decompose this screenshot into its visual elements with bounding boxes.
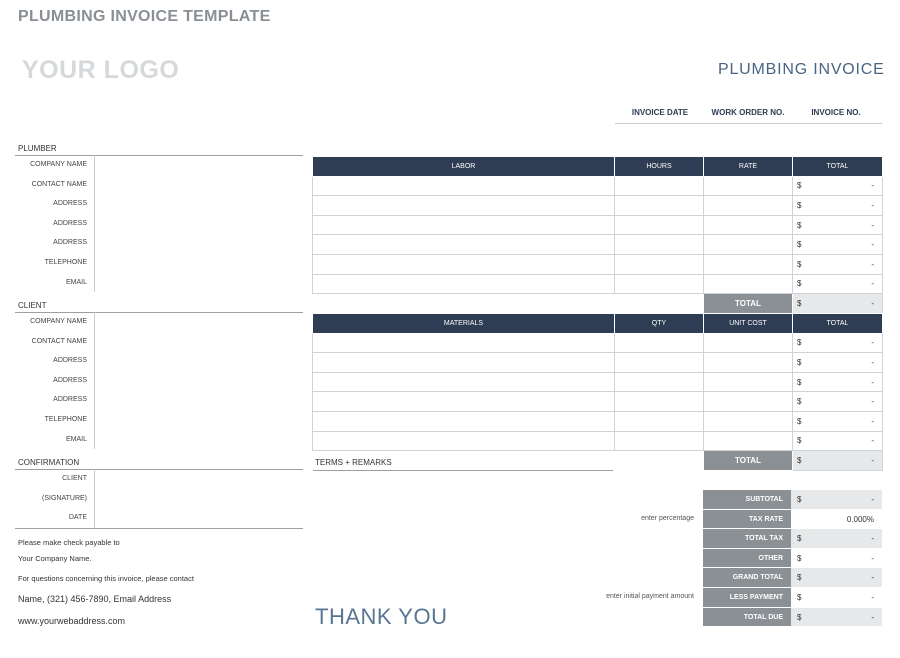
labor-cell[interactable] (615, 176, 704, 196)
plumber-field-label: CONTACT NAME (31, 180, 87, 188)
labor-cell[interactable] (313, 215, 615, 235)
labor-cell[interactable] (704, 235, 793, 255)
materials-row-total (793, 392, 883, 412)
labor-total-row (313, 294, 883, 314)
currency-symbol: $ (797, 553, 802, 563)
currency-symbol: $ (797, 181, 802, 191)
summary-value-cell[interactable] (791, 490, 882, 510)
plumber-field-label: COMPANY NAME (30, 161, 87, 168)
materials-cell[interactable] (704, 431, 793, 451)
labor-cell[interactable] (704, 254, 793, 274)
work-order-label: WORK ORDER NO. (711, 108, 785, 117)
materials-row-total-value: - (871, 338, 874, 348)
terms-underline (313, 470, 613, 471)
client-field-label: COMPANY NAME (30, 318, 87, 325)
currency-symbol: $ (797, 357, 802, 367)
client-field-label: ADDRESS (53, 376, 87, 384)
website: www.yourwebaddress.com (18, 616, 126, 626)
materials-cell[interactable] (704, 411, 793, 431)
plumber-field-input[interactable] (94, 175, 303, 195)
currency-symbol: $ (797, 455, 802, 465)
materials-row (313, 411, 883, 431)
currency-symbol: $ (797, 200, 802, 210)
labor-total-value-cell (793, 294, 883, 314)
confirmation-field-label: DATE (68, 514, 87, 522)
summary-value-cell[interactable] (791, 510, 882, 530)
plumber-field-input[interactable] (94, 253, 303, 273)
currency-symbol: $ (797, 573, 802, 583)
summary-value: - (871, 593, 874, 602)
logo-placeholder: YOUR LOGO (22, 56, 180, 84)
confirmation-field-label: (SIGNATURE) (42, 494, 87, 502)
materials-row (313, 372, 883, 392)
terms-remarks-label: TERMS + REMARKS (315, 458, 392, 467)
materials-row-total-value: - (871, 397, 874, 407)
currency-symbol: $ (797, 279, 802, 289)
labor-row-total-value: - (871, 181, 874, 191)
materials-total-value: - (871, 455, 874, 465)
materials-row-total (793, 353, 883, 373)
confirmation-field-label: CLIENT (62, 475, 87, 482)
client-field-label: TELEPHONE (44, 416, 87, 423)
qty-column-header: QTY (615, 314, 704, 334)
labor-row (313, 215, 883, 235)
materials-cell[interactable] (615, 372, 704, 392)
client-field-input[interactable] (94, 390, 303, 410)
labor-row-total (793, 274, 883, 294)
client-field-input[interactable] (94, 351, 303, 371)
materials-cell[interactable] (615, 411, 704, 431)
summary-value-cell[interactable] (791, 549, 882, 569)
invoice-title: PLUMBING INVOICE (718, 61, 885, 78)
currency-symbol: $ (797, 240, 802, 250)
labor-cell[interactable] (704, 274, 793, 294)
plumber-field-input[interactable] (94, 194, 303, 214)
labor-cell[interactable] (615, 215, 704, 235)
summary-value-cell[interactable] (791, 529, 882, 549)
spacer (615, 451, 704, 471)
materials-total-column-header: TOTAL (793, 314, 883, 334)
currency-symbol: $ (797, 377, 802, 387)
labor-row-total-value: - (871, 200, 874, 210)
labor-cell[interactable] (615, 254, 704, 274)
materials-cell[interactable] (313, 431, 615, 451)
materials-cell[interactable] (313, 392, 615, 412)
plumber-field-input[interactable] (94, 233, 303, 253)
plumber-field-label: ADDRESS (53, 239, 87, 247)
client-field-input[interactable] (94, 371, 303, 391)
materials-cell[interactable] (704, 392, 793, 412)
confirmation-field-input[interactable] (94, 469, 303, 489)
plumber-field-input[interactable] (94, 214, 303, 234)
currency-symbol: $ (797, 220, 802, 230)
labor-cell[interactable] (313, 274, 615, 294)
labor-row-total (793, 215, 883, 235)
client-field-input[interactable] (94, 430, 303, 450)
materials-total-label: TOTAL (704, 451, 793, 471)
currency-symbol: $ (797, 259, 802, 269)
labor-column-header: LABOR (313, 157, 615, 177)
materials-cell[interactable] (313, 333, 615, 353)
summary-hint: enter initial payment amount (606, 593, 694, 600)
client-field-label: EMAIL (65, 435, 87, 443)
confirmation-heading: CONFIRMATION (18, 458, 80, 467)
currency-symbol: $ (797, 612, 802, 622)
currency-symbol: $ (797, 436, 802, 446)
labor-cell[interactable] (615, 274, 704, 294)
currency-symbol: $ (797, 495, 802, 504)
labor-total-label: TOTAL (704, 294, 793, 314)
summary-label: OTHER (703, 549, 791, 569)
materials-cell[interactable] (704, 353, 793, 373)
currency-symbol: $ (797, 416, 802, 426)
currency-symbol: $ (797, 534, 802, 544)
materials-cell[interactable] (704, 372, 793, 392)
contact-info: Name, (321) 456-7890, Email Address (18, 594, 172, 604)
invoice-number-label: INVOICE NO. (811, 108, 861, 117)
materials-row-total-value: - (871, 436, 874, 446)
summary-value-cell[interactable] (791, 608, 882, 628)
labor-row-total-value: - (871, 259, 874, 269)
confirmation-bottom-line (15, 528, 303, 529)
materials-cell[interactable] (615, 431, 704, 451)
unit-cost-column-header: UNIT COST (704, 314, 793, 334)
materials-row-total (793, 333, 883, 353)
summary-value: 0.000% (846, 514, 874, 524)
materials-row-total-value: - (871, 357, 874, 367)
materials-cell[interactable] (313, 353, 615, 373)
hours-column-header: HOURS (615, 157, 704, 177)
plumber-heading: PLUMBER (18, 144, 57, 153)
labor-row-total (793, 196, 883, 216)
spacer (615, 294, 704, 314)
client-field-label: ADDRESS (53, 357, 87, 365)
client-field-label: CONTACT NAME (31, 337, 87, 345)
labor-cell[interactable] (313, 176, 615, 196)
client-field-input[interactable] (94, 332, 303, 352)
plumber-field-input[interactable] (94, 273, 303, 293)
summary-label: TOTAL TAX (703, 529, 791, 549)
client-field-input[interactable] (94, 410, 303, 430)
summary-value: - (871, 573, 874, 583)
confirmation-field-input[interactable] (94, 489, 303, 509)
labor-row-total-value: - (871, 220, 874, 230)
materials-table (312, 313, 883, 471)
materials-row (313, 333, 883, 353)
materials-row (313, 353, 883, 373)
labor-cell[interactable] (313, 235, 615, 255)
invoice-date-label: INVOICE DATE (631, 108, 689, 117)
materials-cell[interactable] (313, 411, 615, 431)
materials-row (313, 392, 883, 412)
payable-to-note: Please make check payable to (18, 538, 120, 547)
labor-total-value: - (871, 298, 874, 308)
currency-symbol: $ (797, 593, 802, 602)
materials-cell[interactable] (615, 353, 704, 373)
summary-value: - (871, 534, 874, 544)
plumber-field-label: EMAIL (65, 278, 87, 286)
document-title: PLUMBING INVOICE TEMPLATE (18, 8, 271, 25)
plumber-field-label: TELEPHONE (44, 259, 87, 266)
confirmation-field-input[interactable] (94, 508, 303, 528)
plumber-field-label: ADDRESS (53, 200, 87, 208)
labor-cell[interactable] (313, 254, 615, 274)
company-name-note: Your Company Name. (18, 554, 92, 563)
questions-note: For questions concerning this invoice, please contact (18, 574, 194, 583)
labor-cell[interactable] (313, 196, 615, 216)
labor-row-total-value: - (871, 240, 874, 250)
materials-cell[interactable] (615, 392, 704, 412)
materials-total-row (313, 451, 883, 471)
plumber-field-label: ADDRESS (53, 219, 87, 227)
materials-cell[interactable] (313, 372, 615, 392)
labor-row (313, 274, 883, 294)
materials-cell[interactable] (615, 333, 704, 353)
materials-column-header: MATERIALS (313, 314, 615, 334)
labor-row-total (793, 254, 883, 274)
labor-table (312, 156, 883, 314)
client-field-label: ADDRESS (53, 396, 87, 404)
client-heading: CLIENT (18, 301, 47, 310)
thank-you: THANK YOU (315, 604, 448, 629)
materials-row-total-value: - (871, 416, 874, 426)
materials-total-value-cell (793, 451, 883, 471)
labor-cell[interactable] (704, 196, 793, 216)
materials-row-total (793, 431, 883, 451)
summary-value: - (871, 553, 874, 563)
rate-column-header: RATE (704, 157, 793, 177)
spacer (313, 294, 615, 314)
labor-row (313, 196, 883, 216)
summary-label: LESS PAYMENT (703, 588, 791, 608)
materials-row-total (793, 411, 883, 431)
currency-symbol: $ (797, 338, 802, 348)
materials-row-total (793, 372, 883, 392)
labor-row-total (793, 176, 883, 196)
summary-label: TOTAL DUE (703, 608, 791, 628)
summary-value-cell[interactable] (791, 588, 882, 608)
labor-row (313, 254, 883, 274)
labor-cell[interactable] (704, 215, 793, 235)
plumber-field-input[interactable] (94, 155, 303, 175)
summary-value: - (871, 612, 874, 622)
labor-total-column-header: TOTAL (793, 157, 883, 177)
currency-symbol: $ (797, 298, 802, 308)
materials-row (313, 431, 883, 451)
labor-row-total (793, 235, 883, 255)
currency-symbol: $ (797, 397, 802, 407)
client-field-input[interactable] (94, 312, 303, 332)
summary-label: GRAND TOTAL (703, 568, 791, 588)
summary-label: SUBTOTAL (703, 490, 791, 510)
labor-cell[interactable] (615, 235, 704, 255)
labor-row (313, 235, 883, 255)
summary-hint: enter percentage (641, 514, 694, 522)
materials-cell[interactable] (704, 333, 793, 353)
labor-row-total-value: - (871, 279, 874, 289)
labor-row (313, 176, 883, 196)
labor-cell[interactable] (615, 196, 704, 216)
materials-row-total-value: - (871, 377, 874, 387)
labor-cell[interactable] (704, 176, 793, 196)
header-underline (615, 123, 882, 124)
summary-label: TAX RATE (703, 510, 791, 530)
summary-value-cell[interactable] (791, 568, 882, 588)
summary-value: - (871, 495, 874, 504)
